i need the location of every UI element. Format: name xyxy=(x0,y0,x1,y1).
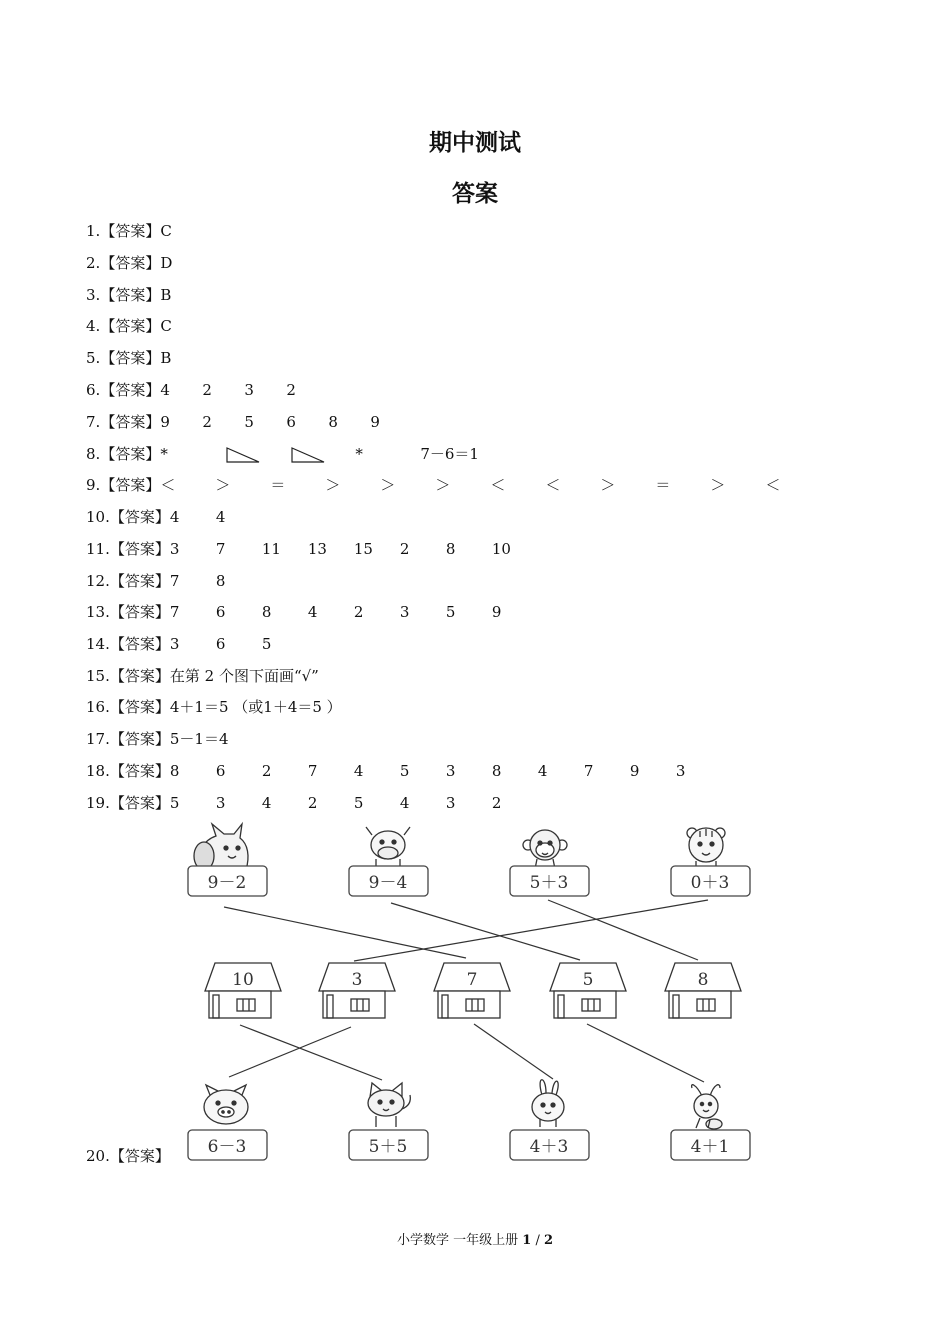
answer-row xyxy=(86,760,722,782)
rabbit-icon xyxy=(532,1080,564,1127)
answer-value: 2 xyxy=(353,603,364,621)
answer-row xyxy=(86,601,538,623)
footer-subject: 小学数学 一年级上册 xyxy=(396,1233,519,1248)
answer-row xyxy=(86,220,202,242)
answer-value: 7 xyxy=(169,572,180,590)
answer-row xyxy=(86,506,262,528)
top-expression: 9－2 xyxy=(207,873,247,893)
answer-row xyxy=(86,411,412,433)
answer-row xyxy=(86,284,202,306)
answer-row xyxy=(86,379,328,401)
answer-row xyxy=(86,538,538,560)
answer-number: 17. xyxy=(86,730,110,748)
cow-icon xyxy=(366,827,410,869)
cat-icon xyxy=(368,1083,410,1127)
answer-number: 15. xyxy=(86,667,110,685)
house-number: 5 xyxy=(582,970,594,990)
answer-value: 3 xyxy=(244,381,254,399)
line-7-to-4+3 xyxy=(474,1024,553,1079)
answer-tag: 【答案】 xyxy=(109,698,170,716)
answer-value: ＞ xyxy=(710,476,726,494)
answer-row xyxy=(86,252,202,274)
answer-value: ＜ xyxy=(765,476,781,494)
answer-text: 5－1＝4 xyxy=(169,730,229,748)
answer-value: * xyxy=(160,445,168,463)
answer-row xyxy=(86,443,485,465)
answer-tag: 【答案】 xyxy=(100,286,161,304)
answer-number: 3. xyxy=(86,286,101,304)
answer-number: 11. xyxy=(86,540,110,558)
answer-value: 2 xyxy=(399,540,410,558)
fox-icon xyxy=(194,824,248,870)
answer-number: 20. xyxy=(86,1147,110,1165)
right-triangle-icon xyxy=(290,443,355,465)
house-number: 3 xyxy=(351,970,363,990)
answer-value: C xyxy=(160,222,172,240)
page-subtitle: 答案 xyxy=(452,181,498,207)
answer-value: 3 xyxy=(169,635,180,653)
answer-value: 7 xyxy=(583,762,594,780)
answer-value: 6 xyxy=(215,603,226,621)
answer-value: 2 xyxy=(286,381,296,399)
answer-value: 5 xyxy=(445,603,456,621)
bottom-expression: 5＋5 xyxy=(368,1137,408,1157)
answer-value: 6 xyxy=(215,762,226,780)
answer-value: 3 xyxy=(445,794,456,812)
answer-value: 5 xyxy=(399,762,410,780)
answer-value: 7－6＝1 xyxy=(420,445,479,463)
house-number: 7 xyxy=(466,970,478,990)
monkey-icon xyxy=(523,830,567,869)
answer-value: 5 xyxy=(353,794,364,812)
ant-icon xyxy=(692,1085,722,1129)
answer-value: ＝ xyxy=(655,476,671,494)
answer-value: 2 xyxy=(202,413,212,431)
answer-value: 9 xyxy=(629,762,640,780)
answer-value: 4 xyxy=(353,762,364,780)
answer-value: 3 xyxy=(399,603,410,621)
answer-tag: 【答案】 xyxy=(109,508,170,526)
answer-number: 4. xyxy=(86,317,101,335)
answer-value: 2 xyxy=(491,794,502,812)
answer-number: 6. xyxy=(86,381,101,399)
answer-value: 4 xyxy=(399,794,410,812)
top-expression-boxes xyxy=(188,866,750,896)
line-0+3-to-3 xyxy=(354,900,708,961)
answer-value: 4 xyxy=(537,762,548,780)
answer-tag: 【答案】 xyxy=(100,413,161,431)
line-5+3-to-8 xyxy=(548,900,698,960)
footer-sep: / xyxy=(535,1233,540,1248)
answer-value: 8 xyxy=(215,572,226,590)
answer-value: 2 xyxy=(261,762,272,780)
answer-tag: 【答案】 xyxy=(100,476,161,494)
answer-value: B xyxy=(160,349,172,367)
answer-value: 7 xyxy=(215,540,226,558)
answer-value: 5 xyxy=(244,413,254,431)
answer-row xyxy=(86,474,820,496)
answer-row xyxy=(86,696,342,718)
answer-number: 5. xyxy=(86,349,101,367)
top-expression: 0＋3 xyxy=(690,873,730,893)
answer-value: ＞ xyxy=(600,476,616,494)
answer-value: 8 xyxy=(328,413,338,431)
right-triangle-icon xyxy=(225,443,290,465)
answer-value: ＞ xyxy=(435,476,451,494)
line-5-to-4+1 xyxy=(587,1024,704,1082)
answer-tag: 【答案】 xyxy=(109,603,170,621)
answer-value: 6 xyxy=(286,413,296,431)
answer-tag: 【答案】 xyxy=(100,254,161,272)
answer-value: 9 xyxy=(491,603,502,621)
line-10-to-5+5 xyxy=(240,1025,382,1080)
answer-value: 5 xyxy=(169,794,180,812)
answer-row xyxy=(86,665,319,687)
page-title: 期中测试 xyxy=(429,130,521,156)
answer-value: 5 xyxy=(261,635,272,653)
answer-value: 13 xyxy=(307,540,327,558)
answer-tag: 【答案】 xyxy=(100,381,161,399)
answer-value: ＝ xyxy=(270,476,286,494)
answer-value: C xyxy=(160,317,172,335)
answer-row xyxy=(86,728,229,750)
answer-tag: 【答案】 xyxy=(109,667,170,685)
answer-tag: 【答案】 xyxy=(109,572,170,590)
answer-value: 15 xyxy=(353,540,373,558)
answer-value: 11 xyxy=(261,540,281,558)
answer-value: 3 xyxy=(675,762,686,780)
answer-number: 19. xyxy=(86,794,110,812)
line-3-to-6-3 xyxy=(229,1027,351,1077)
answer-number: 9. xyxy=(86,476,101,494)
top-expression: 9－4 xyxy=(368,873,408,893)
answer-text: 在第 2 个图下面画“√” xyxy=(169,667,319,685)
house-number: 10 xyxy=(232,970,254,990)
answer-number: 16. xyxy=(86,698,110,716)
answer-text: 4＋1＝5 （或1＋4＝5 ） xyxy=(169,698,342,716)
answer-value: 9 xyxy=(160,413,170,431)
answer-row xyxy=(86,792,538,814)
answer-value: 8 xyxy=(491,762,502,780)
answer-row xyxy=(86,315,202,337)
answer-value: 8 xyxy=(445,540,456,558)
answer-value: ＞ xyxy=(380,476,396,494)
top-expression: 5＋3 xyxy=(529,873,569,893)
answer-tag: 【答案】 xyxy=(100,445,161,463)
answer-tag: 【答案】 xyxy=(109,762,170,780)
answer-value: 3 xyxy=(215,794,226,812)
footer-page: 1 xyxy=(522,1233,532,1248)
bottom-expression: 4＋3 xyxy=(529,1137,569,1157)
answer-value: 2 xyxy=(307,794,318,812)
answer-value: ＞ xyxy=(215,476,231,494)
answer-value: 4 xyxy=(307,603,318,621)
answer-value: 4 xyxy=(215,508,226,526)
answer-value: 8 xyxy=(169,762,180,780)
answer-value: 7 xyxy=(169,603,180,621)
answer-value: ＜ xyxy=(160,476,176,494)
answer-tag: 【答案】 xyxy=(100,222,161,240)
answer-value: * xyxy=(355,445,363,463)
bottom-expression: 6－3 xyxy=(207,1137,247,1157)
answer-number: 14. xyxy=(86,635,110,653)
answer-value: 10 xyxy=(491,540,511,558)
answer-value: 6 xyxy=(215,635,226,653)
answer-value: 3 xyxy=(169,540,180,558)
answer-value: 9 xyxy=(370,413,380,431)
answer-number: 12. xyxy=(86,572,110,590)
matching-diagram xyxy=(0,820,950,1200)
answer-tag: 【答案】 xyxy=(109,730,170,748)
answer-value: 7 xyxy=(307,762,318,780)
answer-value: ＜ xyxy=(545,476,561,494)
answer-value: ＞ xyxy=(325,476,341,494)
answer-number: 8. xyxy=(86,445,101,463)
answer-number: 2. xyxy=(86,254,101,272)
answer-tag: 【答案】 xyxy=(109,794,170,812)
answer-number: 13. xyxy=(86,603,110,621)
page-footer xyxy=(0,1229,950,1248)
answer-number: 10. xyxy=(86,508,110,526)
answer-value: 8 xyxy=(261,603,272,621)
answer-value: 4 xyxy=(160,381,170,399)
tiger-icon xyxy=(687,828,725,869)
answer-row xyxy=(86,570,262,592)
answer-value: B xyxy=(160,286,172,304)
answer-row xyxy=(86,633,308,655)
answer-tag: 【答案】 xyxy=(100,317,161,335)
answer-row xyxy=(86,347,202,369)
bottom-expression: 4＋1 xyxy=(690,1137,730,1157)
answer-tag: 【答案】 xyxy=(109,1147,170,1165)
answer-number: 1. xyxy=(86,222,101,240)
pig-icon xyxy=(204,1085,248,1124)
footer-total: 2 xyxy=(543,1233,554,1248)
answer-value: 4 xyxy=(261,794,272,812)
answer-tag: 【答案】 xyxy=(100,349,161,367)
answer-tag: 【答案】 xyxy=(109,540,170,558)
answer-value: ＜ xyxy=(490,476,506,494)
bottom-expression-boxes xyxy=(188,1130,750,1160)
answer-number: 7. xyxy=(86,413,101,431)
answer-value: 2 xyxy=(202,381,212,399)
answer-value: 4 xyxy=(169,508,180,526)
answer-value: D xyxy=(160,254,173,272)
answer-value: 3 xyxy=(445,762,456,780)
answer-tag: 【答案】 xyxy=(109,635,170,653)
answer-number: 18. xyxy=(86,762,110,780)
line-9-4-to-5 xyxy=(391,903,580,960)
house-number: 8 xyxy=(697,970,709,990)
